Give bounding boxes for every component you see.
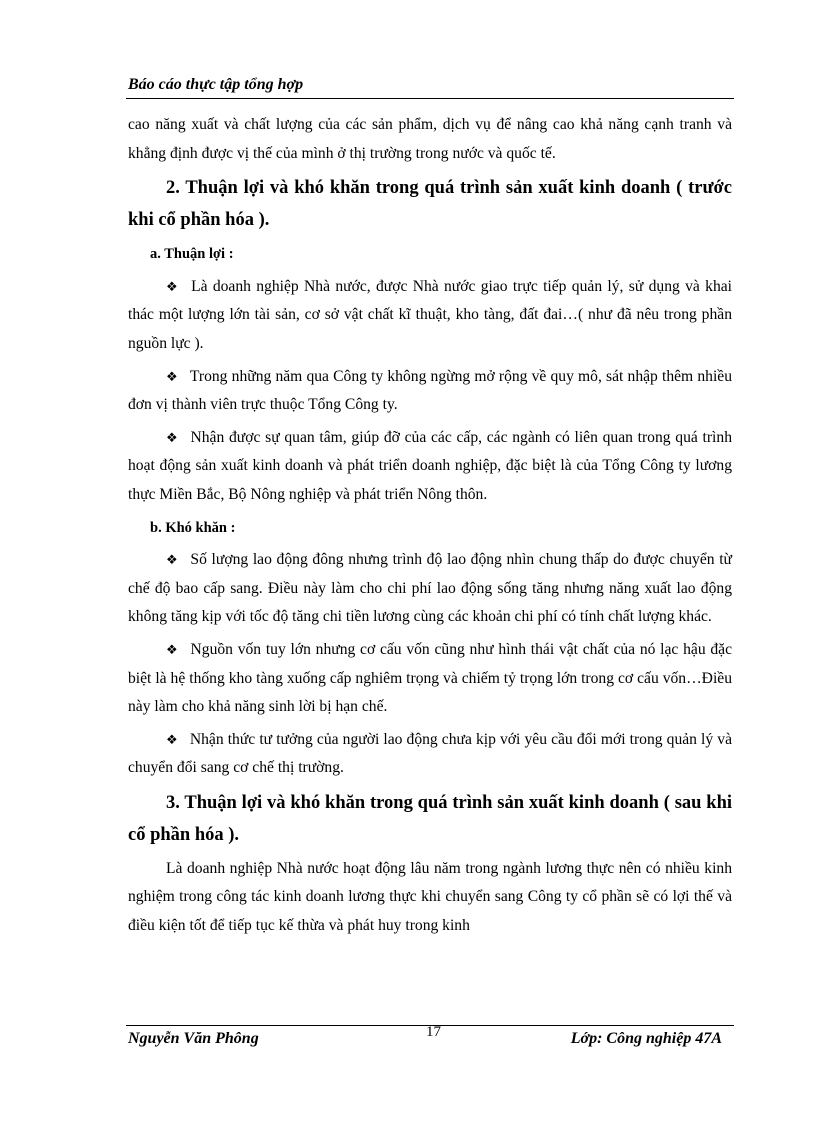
subheading-difficulties: b. Khó khăn : <box>150 519 236 536</box>
list-item-text: Trong những năm qua Công ty không ngừng mở rộng về quy mô, sát nhập thêm nhiều đơn vị thành viên trực thuộc Tổng Công ty. <box>128 367 732 414</box>
page-body <box>128 111 732 941</box>
list-item <box>128 726 732 783</box>
diamond-bullet-icon: ❖ <box>166 429 179 445</box>
header-title: Báo cáo thực tập tổng hợp <box>128 76 304 93</box>
list-item <box>128 424 732 510</box>
list-item <box>128 273 732 359</box>
page-number: 17 <box>426 1024 441 1040</box>
footer-author: Nguyễn Văn Phông <box>128 1030 259 1047</box>
section-heading-2: 2. Thuận lợi và khó khăn trong quá trình sản xuất kinh doanh ( trước khi cổ phần hóa ). <box>128 178 732 231</box>
list-item-text: Nhận được sự quan tâm, giúp đỡ của các cấp, các ngành có liên quan trong quá trình hoạt động sản xuất kinh doanh và phát triển doanh nghiệp, đặc biệt là của Tổng Công ty lương thực Miền Bắc, Bộ Nông nghiệp và phát triển Nông thôn. <box>128 428 732 503</box>
footer-class: Lớp: Công nghiệp 47A <box>570 1030 722 1047</box>
paragraph: Là doanh nghiệp Nhà nước hoạt động lâu năm trong ngành lương thực nên có nhiều kinh nghiệm trong công tác kinh doanh lương thực khi chuyển sang Công ty cổ phần sẽ có lợi thế và điều kiện tốt để tiếp tục kế thừa và phát huy trong kinh <box>128 859 732 935</box>
list-item <box>128 636 732 722</box>
diamond-bullet-icon: ❖ <box>166 552 179 568</box>
diamond-bullet-icon: ❖ <box>166 641 179 657</box>
subheading-advantages: a. Thuận lợi : <box>150 246 234 263</box>
header-rule <box>126 98 734 99</box>
section-heading-3: 3. Thuận lợi và khó khăn trong quá trình sản xuất kinh doanh ( sau khi cổ phần hóa ). <box>128 792 732 845</box>
list-item-text: Nhận thức tư tưởng của người lao động chưa kịp với yêu cầu đổi mới trong quản lý và chuyển đổi sang cơ chế thị trường. <box>128 730 732 777</box>
diamond-bullet-icon: ❖ <box>166 731 178 747</box>
list-item <box>128 363 732 420</box>
diamond-bullet-icon: ❖ <box>166 368 178 384</box>
page-footer <box>126 1024 734 1052</box>
list-item-text: Số lượng lao động đông nhưng trình độ lao động nhìn chung thấp do được chuyển từ chế độ bao cấp sang. Điều này làm cho chi phí lao động sống tăng nhưng năng xuất lao động không tăng kịp với tốc độ tăng chi tiền lương cùng các khoản chi phí có tính chất lượng khác. <box>128 551 732 626</box>
list-item <box>128 546 732 632</box>
diamond-bullet-icon: ❖ <box>166 278 180 294</box>
list-item-text: Nguồn vốn tuy lớn nhưng cơ cấu vốn cũng như hình thái vật chất của nó lạc hậu đặc biệt là hệ thống kho tàng xuống cấp nghiêm trọng và chiếm tỷ trọng lớn trong cơ cấu vốn…Điều này làm cho khả năng sinh lời bị hạn chế. <box>128 640 733 716</box>
paragraph: cao năng xuất và chất lượng của các sản phẩm, dịch vụ để nâng cao khả năng cạnh tranh và khẳng định được vị thế của mình ở thị trường trong nước và quốc tế. <box>128 116 732 162</box>
list-item-text: Là doanh nghiệp Nhà nước, được Nhà nước giao trực tiếp quản lý, sử dụng và khai thác một lượng lớn tài sản, cơ sở vật chất kĩ thuật, kho tàng, đất đai…( như đã nêu trong phần nguồn lực ). <box>128 277 733 352</box>
